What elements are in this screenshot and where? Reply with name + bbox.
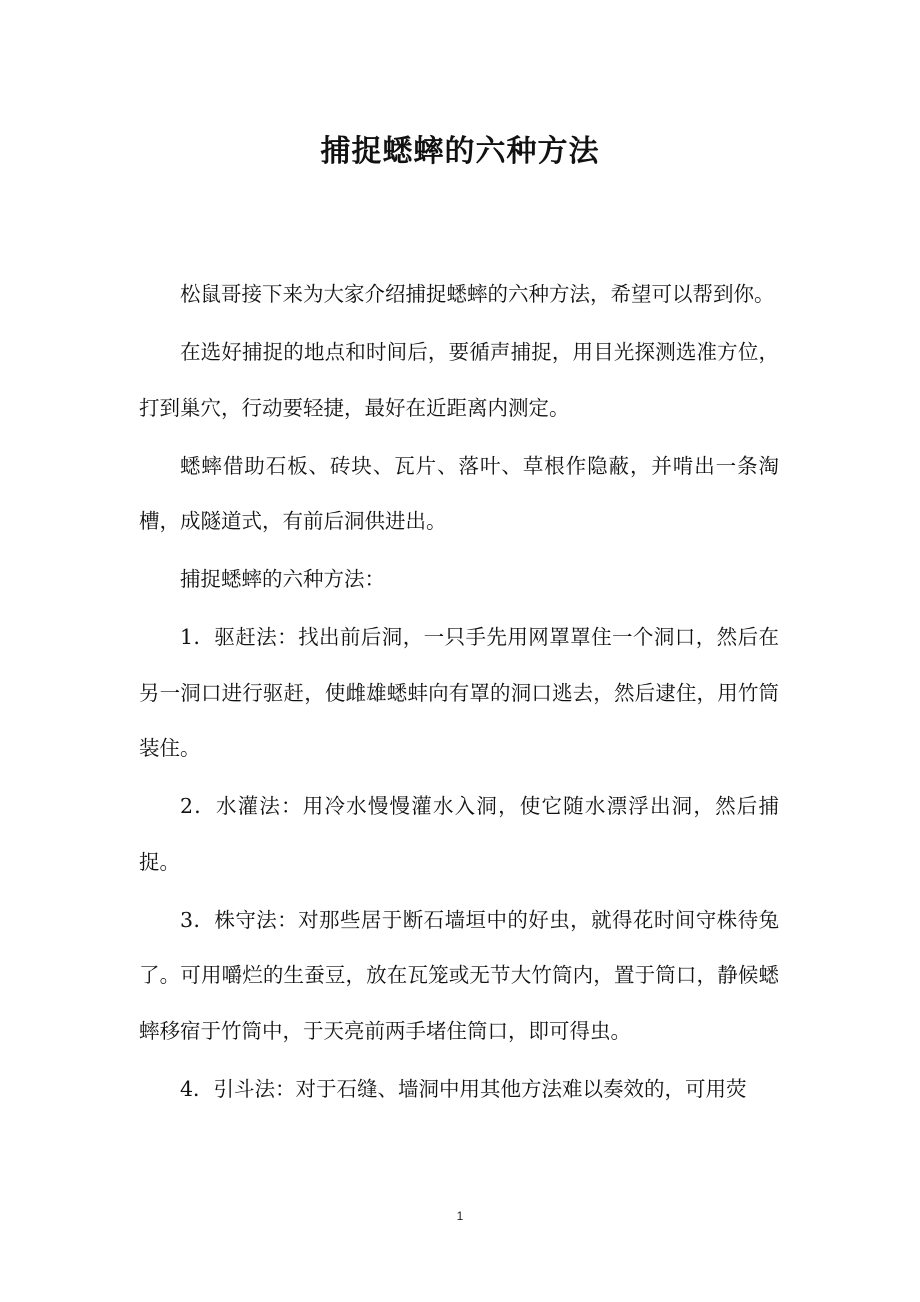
document-body	[139, 267, 779, 1120]
paragraph-method-3: 3．株守法：对那些居于断石墙垣中的好虫，就得花时间守株待兔了。可用嚼烂的生蚕豆，放在瓦笼或无节大竹筒内，置于筒口，静候蟋蟀移宿于竹筒中，于天亮前两手堵住筒口，即可得虫。	[139, 907, 779, 1043]
paragraph-intro: 松鼠哥接下来为大家介绍捕捉蟋蟀的六种方法，希望可以帮到你。	[180, 282, 775, 306]
paragraph-habitat: 蟋蟀借助石板、砖块、瓦片、落叶、草根作隐蔽，并啃出一条淘槽，成隧道式，有前后洞供进出。	[139, 453, 779, 533]
paragraph-methods-heading: 捕捉蟋蟀的六种方法：	[180, 567, 385, 591]
document-title: 捕捉蟋蟀的六种方法	[320, 134, 600, 170]
paragraph-location: 在选好捕捉的地点和时间后，要循声捕捉，用目光探测选准方位，打到巢穴，行动要轻捷，最好在近距离内测定。	[139, 340, 779, 420]
paragraph-method-1: 1．驱赶法：找出前后洞，一只手先用网罩罩住一个洞口，然后在另一洞口进行驱赶，使雌雄蟋蚌向有罩的洞口逃去，然后逮住，用竹筒装住。	[139, 625, 779, 760]
page-number: 1	[456, 1209, 464, 1223]
paragraph-method-2: 2．水灌法：用冷水慢慢灌水入洞，使它随水漂浮出洞，然后捕捉。	[139, 794, 779, 874]
paragraph-method-4: 4．引斗法：对于石缝、墙洞中用其他方法难以奏效的，可用荧	[180, 1076, 747, 1101]
